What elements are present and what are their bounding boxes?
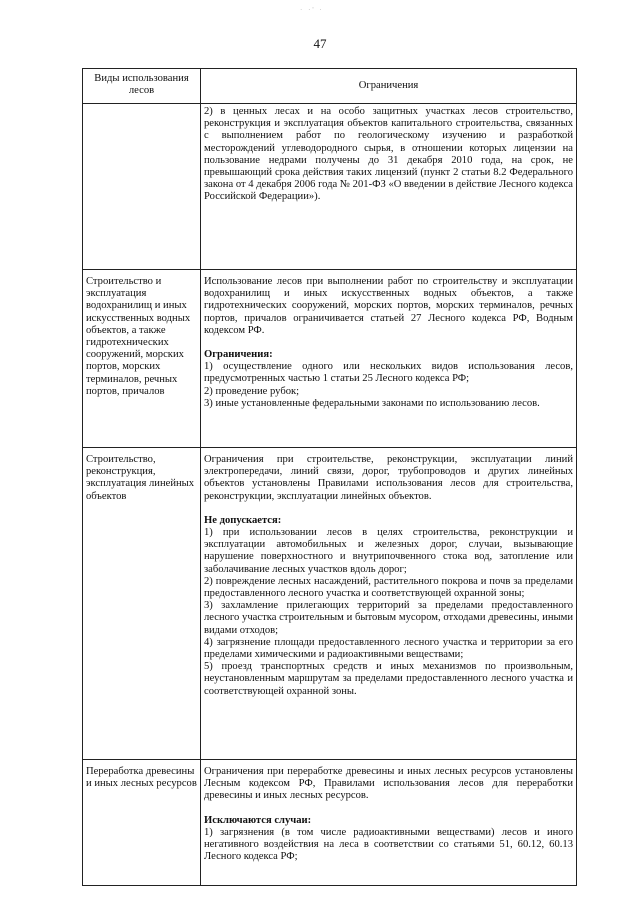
use-type-cell: Строительство, реконструкция, эксплуатация линейных объектов xyxy=(83,448,201,760)
scan-noise: · ·' · xyxy=(300,6,324,14)
restriction-intro: Ограничения при переработке древесины и иных лесных ресурсов установлены Лесным кодексом РФ, Правилами использования лесов для переработки древесины и иных лесных ресурсов. xyxy=(204,766,573,802)
use-type-cell: Переработка древесины и иных лесных ресурсов xyxy=(83,760,201,886)
restriction-cell xyxy=(201,270,577,448)
restriction-heading: Исключаются случаи: xyxy=(204,814,312,826)
page-number: 47 xyxy=(313,36,327,51)
restriction-cell xyxy=(201,104,577,270)
header-forest-use-types: Виды использования лесов xyxy=(83,69,201,104)
list-item: 1) загрязнения (в том числе радиоактивными веществами) лесов и иного негативного воздействия на леса в соответствии со статьями 51, 60.12, 60.13 Лесного кодекса РФ; xyxy=(204,826,573,863)
restriction-intro: Ограничения при строительстве, реконструкции, эксплуатации линий электропередачи, линий связи, дорог, трубопроводов и других линейных объектов установлены Правилами использования лесов для строительства, реконструкции, эксплуатации линейных объектов. xyxy=(204,454,573,502)
list-item: 1) при использовании лесов в целях строительства, реконструкции и эксплуатации автомобильных и железных дорог, случаи, вызывающие нарушение поверхностного и внутрипочвенного стока вод, затопление или заболачивание лесных участков вдоль дорог; xyxy=(204,527,573,575)
list-item: 1) осуществление одного или нескольких видов использования лесов, предусмотренных частью 1 статьи 25 Лесного кодекса РФ; xyxy=(204,361,573,385)
restriction-paragraph: 2) в ценных лесах и на особо защитных участках лесов строительство, реконструкция и эксплуатация объектов капитального строительства, связанных с выполнением работ по геологическому изучению и разработкой месторождений углеводородного сырья, в отношении которых лицензии на пользование недрами получены до 31 декабря 2010 года, на срок, не превышающий срока действия таких лицензий (пункт 2 статьи 8.2 Федерального закона от 4 декабря 2006 года № 201-ФЗ «О введении в действие Лесного кодекса Российской Федерации»). xyxy=(204,106,573,203)
table-row xyxy=(83,448,577,760)
table-row xyxy=(83,104,577,270)
restriction-list xyxy=(204,361,573,410)
list-item: 5) проезд транспортных средств и иных механизмов по произвольным, неустановленным маршрутам за пределами предоставленного лесного участка и соответствующей охранной зоны. xyxy=(204,661,573,697)
use-type-cell: Строительство и эксплуатация водохранилищ и иных искусственных водных объектов, а также гидротехнических сооружений, морских портов, морских терминалов, речных портов, причалов xyxy=(83,270,201,448)
restriction-list xyxy=(204,527,573,698)
restriction-list xyxy=(204,827,573,864)
list-item: 4) загрязнение площади предоставленного лесного участка и территории за его пределами химическими и радиоактивными веществами; xyxy=(204,636,573,661)
header-restrictions: Ограничения xyxy=(201,69,577,104)
table-row xyxy=(83,760,577,886)
use-type-cell xyxy=(83,104,201,270)
restriction-cell xyxy=(201,448,577,760)
list-item: 3) захламление прилегающих территорий за пределами предоставленного лесного участка строительным и бытовым мусором, отходами древесины, иными видами отходов; xyxy=(204,600,573,636)
list-item: 2) проведение рубок; xyxy=(204,385,300,397)
restrictions-table xyxy=(82,68,577,886)
restriction-heading: Ограничения: xyxy=(204,349,273,361)
list-item: 3) иные установленные федеральными законами по использованию лесов. xyxy=(204,397,540,409)
restriction-intro: Использование лесов при выполнении работ по строительству и эксплуатации водохранилищ и иных искусственных водных объектов, а также гидротехнических сооружений, морских портов, морских терминалов, речных портов, причалов ограничивается статьей 27 Лесного кодекса РФ, Водным кодексом РФ. xyxy=(204,276,573,336)
table-row xyxy=(83,270,577,448)
restriction-cell xyxy=(201,760,577,886)
table-header-row xyxy=(83,69,577,104)
restriction-heading: Не допускается: xyxy=(204,514,282,526)
list-item: 2) повреждение лесных насаждений, растительного покрова и почв за пределами предоставленного лесного участка и соответствующей охранной зоны; xyxy=(204,575,573,600)
